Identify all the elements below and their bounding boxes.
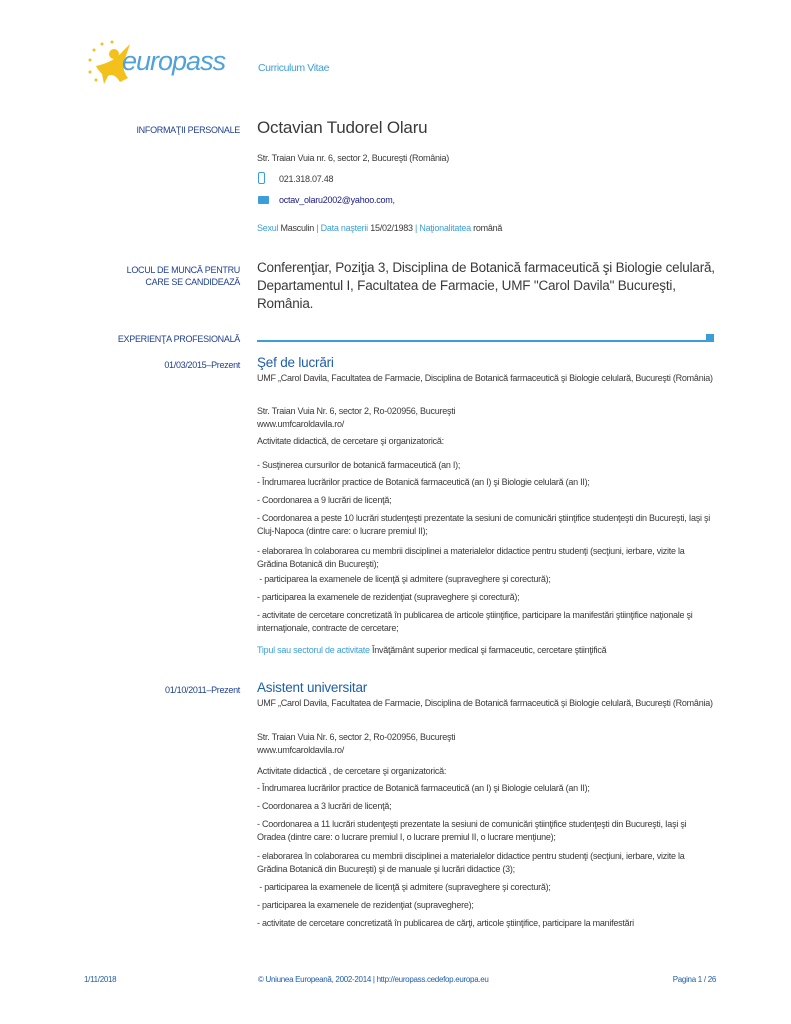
birth-label: Data naşterii [320, 223, 368, 233]
sex-label: Sexul [257, 223, 279, 233]
job-duty-item: - elaborarea în colaborarea cu membrii disciplinei a materialelor didactice pentru studenţi (secţiuni, ierbare, vizite la Grădina Botanică din Bucureşti); [257, 546, 687, 569]
job-duty-item: - Îndrumarea lucrărilor practice de Botanică farmaceutică (an I) şi Biologie celulară (an II); [257, 477, 590, 487]
job-duty-item: - activitate de cercetare concretizată în publicarea de cărţi, articole ştiinţifice, participare la manifestări [257, 918, 634, 928]
job-duty-item: - elaborarea în colaborarea cu membrii disciplinei a materialelor didactice pentru studenţi (secţiuni, ierbare, vizite la Grădina Botanică din Bucureşti) şi de manuale şi lucrări didactice (3); [257, 851, 687, 874]
job-title: Şef de lucrări [257, 355, 334, 370]
doc-title: Curriculum Vitae [258, 62, 330, 74]
separator: | [314, 223, 321, 233]
job-duty-item: - Coordonarea a peste 10 lucrări studenţeşti prezentate la sesiuni de comunicări ştiinţifice studenţeşti din Bucureşti, Iaşi şi Cluj-Napoca (dintre care: o lucrare premiul II); [257, 513, 713, 536]
footer-page: Pagina 1 / 26 [672, 975, 716, 984]
section-divider-marker [706, 334, 714, 342]
sector-value: Învăţământ superior medical şi farmaceutic, cercetare ştiinţifică [372, 645, 607, 655]
job-activity-intro: Activitate didactică , de cercetare şi organizatorică: [257, 766, 447, 776]
job-title: Asistent universitar [257, 680, 368, 695]
job-date: 01/10/2011–Prezent [165, 685, 240, 695]
job-address [257, 731, 715, 757]
footer-date: 1/11/2018 [84, 975, 117, 984]
person-name: Octavian Tudorel Olaru [257, 118, 428, 137]
job-employer: UMF „Carol Davila, Facultatea de Farmacie, Disciplina de Botanică farmaceutică şi Biologie celulară, Bucureşti (România) [257, 698, 713, 708]
job-duty-item: - activitate de cercetare concretizată în publicarea de articole ştiinţifice, participare la manifestări ştiinţifice naţionale şi internaţionale, contracte de cercetare; [257, 610, 695, 633]
employer-website[interactable]: www.umfcaroldavila.ro/ [257, 745, 345, 755]
job-employer: UMF „Carol Davila, Facultatea de Farmacie, Disciplina de Botanică farmaceutică şi Biologie celulară, Bucureşti (România) [257, 373, 713, 383]
phone: 021.318.07.48 [279, 174, 334, 184]
job-date: 01/03/2015–Prezent [164, 360, 240, 370]
employer-website[interactable]: www.umfcaroldavila.ro/ [257, 419, 345, 429]
section-divider [257, 340, 707, 342]
separator: | [412, 223, 420, 233]
section-personal-label: INFORMAŢII PERSONALE [136, 125, 240, 135]
email-link[interactable]: octav_olaru2002@yahoo.com [279, 195, 393, 205]
job-duty-item: - Coordonarea a 11 lucrări studenţeşti prezentate la sesiuni de comunicări ştiinţifice studenţeşti din Bucureşti, Iaşi şi Oradea (dintre care: o lucrare premiul I, o lucrare premiul II, o lucrare menţiune); [257, 819, 689, 842]
label-line: LOCUL DE MUNCĂ PENTRU [126, 265, 240, 275]
birth-value: 15/02/1983 [370, 223, 413, 233]
employer-address: Str. Traian Vuia Nr. 6, sector 2, Ro-020956, Bucureşti [257, 732, 456, 742]
section-experience-label: EXPERIENŢA PROFESIONALĂ [117, 334, 240, 344]
label-line: CARE SE CANDIDEAZĂ [145, 277, 240, 287]
job-duty-item: - participarea la examenele de licenţă şi admitere (supraveghere şi corectură); [257, 882, 551, 892]
section-position-label [127, 264, 240, 288]
footer-copyright: © Uniunea Europeană, 2002-2014 | http://europass.cedefop.europa.eu [258, 975, 489, 984]
job-duty-item: - Îndrumarea lucrărilor practice de Botanică farmaceutică (an I) şi Biologie celulară (an II); [257, 783, 590, 793]
nationality-value: română [473, 223, 503, 233]
address: Str. Traian Vuia nr. 6, sector 2, Bucureşti (România) [257, 153, 450, 163]
employer-address: Str. Traian Vuia Nr. 6, sector 2, Ro-020956, Bucureşti [257, 406, 456, 416]
job-sector [257, 644, 715, 657]
position-applied: Conferenţiar, Poziţia 3, Disciplina de Botanică farmaceutică şi Biologie celulară, Departamentul I, Facultatea de Farmacie, UMF "Carol Davila" Bucureşti, România. [257, 260, 715, 311]
nationality-label: Naţionalitatea [419, 223, 471, 233]
job-activity-intro: Activitate didactică, de cercetare şi organizatorică: [257, 436, 444, 446]
job-duty-item: - participarea la examenele de licenţă şi admitere (supraveghere şi corectură); [257, 574, 551, 584]
email-line [279, 194, 737, 207]
europass-logo [84, 38, 244, 88]
logo-text: europass [122, 46, 226, 76]
job-duty-item: - participarea la examenele de rezidenţiat (supraveghere); [257, 900, 474, 910]
email-icon [258, 196, 269, 204]
sex-value: Masculin [280, 223, 315, 233]
job-address [257, 405, 715, 431]
job-duty-item: - participarea la examenele de rezidenţiat (supraveghere şi corectură); [257, 592, 520, 602]
job-duty-item: - Coordonarea a 9 lucrări de licenţă; [257, 495, 392, 505]
job-duty-item: - Susţinerea cursurilor de botanică farmaceutică (an I); [257, 460, 461, 470]
sector-label: Tipul sau sectorul de activitate [257, 645, 370, 655]
email-suffix: , [392, 195, 395, 205]
phone-icon [258, 172, 265, 184]
job-duty-item: - Coordonarea a 3 lucrări de licenţă; [257, 801, 392, 811]
personal-details [257, 222, 715, 235]
